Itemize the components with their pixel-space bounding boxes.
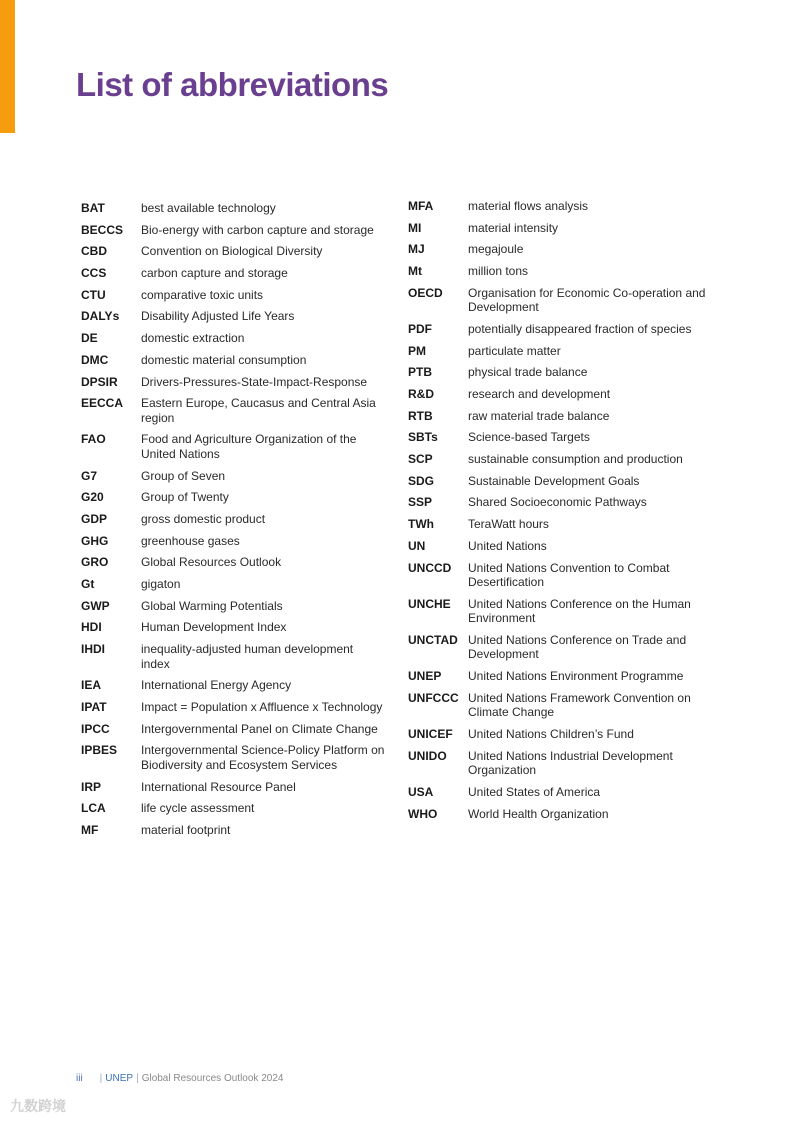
- abbreviation-entry: [81, 599, 401, 614]
- abbreviation-definition: International Resource Panel: [141, 779, 296, 794]
- abbreviation-definition: Intergovernmental Science-Policy Platform on Biodiversity and Ecosystem Services: [141, 743, 385, 772]
- abbreviation-term: BECCS: [81, 222, 124, 237]
- abbreviation-term: EECCA: [81, 396, 124, 411]
- abbreviation-definition: United Nations Children’s Fund: [468, 726, 634, 741]
- abbreviation-entry: [81, 700, 401, 715]
- abbreviation-entry: [81, 743, 401, 772]
- abbreviation-term: R&D: [408, 387, 434, 401]
- abbreviation-term: DE: [81, 331, 98, 346]
- abbreviation-definition: Convention on Biological Diversity: [141, 244, 323, 259]
- abbreviation-term: SDG: [408, 473, 435, 488]
- abbreviation-entry: [408, 387, 718, 402]
- abbreviation-entry: [408, 517, 718, 532]
- abbreviation-term: Gt: [81, 577, 95, 591]
- footer-publication: Global Resources Outlook 2024: [141, 1073, 284, 1084]
- abbreviation-definition: Global Resources Outlook: [141, 555, 282, 570]
- abbreviations-left-column: [81, 201, 401, 845]
- abbreviation-definition: carbon capture and storage: [141, 266, 288, 281]
- abbreviation-definition: physical trade balance: [468, 365, 588, 380]
- abbreviation-entry: [408, 597, 718, 626]
- abbreviation-definition: Global Warming Potentials: [141, 598, 283, 613]
- abbreviation-term: IPAT: [81, 699, 107, 714]
- abbreviation-definition: United States of America: [468, 784, 601, 799]
- abbreviation-entry: [408, 452, 718, 467]
- abbreviation-entry: [81, 309, 401, 324]
- abbreviation-entry: [408, 474, 718, 489]
- abbreviation-entry: [408, 409, 718, 424]
- page-title: List of abbreviations: [76, 66, 389, 103]
- abbreviation-definition: material intensity: [468, 220, 559, 235]
- abbreviation-entry: [408, 221, 718, 236]
- abbreviation-term: DPSIR: [81, 374, 118, 389]
- abbreviation-entry: [81, 678, 401, 693]
- abbreviation-term: DMC: [81, 352, 109, 367]
- abbreviation-term: G20: [81, 490, 104, 505]
- abbreviation-entry: [81, 375, 401, 390]
- abbreviation-definition: United Nations Conference on the Human Environment: [468, 596, 691, 626]
- abbreviation-definition: Group of Twenty: [141, 490, 229, 505]
- abbreviation-term: GRO: [81, 555, 109, 570]
- abbreviation-term: BAT: [81, 201, 105, 215]
- abbreviation-definition: Intergovernmental Panel on Climate Change: [141, 721, 378, 736]
- abbreviation-entry: [81, 620, 401, 635]
- abbreviation-entry: [408, 785, 718, 800]
- abbreviation-term: PTB: [408, 365, 432, 380]
- abbreviation-entry: [81, 555, 401, 570]
- abbreviation-definition: United Nations Industrial Development Organization: [468, 748, 673, 778]
- abbreviation-entry: [81, 223, 401, 238]
- abbreviation-definition: greenhouse gases: [141, 533, 240, 548]
- footer-separator: |: [136, 1073, 139, 1084]
- abbreviation-term: FAO: [81, 432, 106, 447]
- abbreviation-entry: [81, 780, 401, 795]
- abbreviation-definition: domestic material consumption: [141, 352, 307, 367]
- abbreviation-term: LCA: [81, 801, 106, 816]
- abbreviation-term: UNCTAD: [408, 632, 458, 647]
- abbreviation-definition: United Nations Framework Convention on Climate Change: [468, 690, 691, 720]
- abbreviation-entry: [81, 490, 401, 505]
- abbreviation-term: UN: [408, 538, 426, 553]
- abbreviation-term: SSP: [408, 495, 433, 510]
- abbreviation-entry: [408, 691, 718, 720]
- abbreviation-definition: million tons: [468, 264, 529, 279]
- abbreviation-definition: comparative toxic units: [141, 287, 264, 302]
- abbreviation-definition: United Nations Environment Programme: [468, 669, 684, 684]
- abbreviation-term: SBTs: [408, 430, 438, 445]
- abbreviation-term: Mt: [408, 264, 422, 279]
- abbreviation-definition: Food and Agriculture Organization of the United Nations: [141, 432, 357, 461]
- abbreviation-entry: [81, 469, 401, 484]
- abbreviation-entry: [408, 749, 718, 778]
- abbreviation-definition: United Nations: [468, 538, 547, 553]
- abbreviation-definition: Drivers-Pressures-State-Impact-Response: [141, 374, 368, 389]
- abbreviation-entry: [81, 512, 401, 527]
- abbreviation-term: IHDI: [81, 642, 105, 657]
- abbreviation-definition: particulate matter: [468, 343, 561, 358]
- abbreviation-term: UNEP: [408, 669, 442, 684]
- abbreviation-term: G7: [81, 468, 98, 483]
- abbreviation-term: RTB: [408, 408, 433, 423]
- abbreviation-definition: International Energy Agency: [141, 678, 292, 693]
- abbreviation-term: OECD: [408, 285, 443, 300]
- abbreviation-entry: [81, 288, 401, 303]
- abbreviation-entry: [408, 344, 718, 359]
- page-footer: [76, 1073, 283, 1084]
- abbreviation-term: GWP: [81, 598, 110, 613]
- abbreviation-term: PDF: [408, 321, 432, 336]
- abbreviation-entry: [408, 807, 718, 822]
- abbreviation-entry: [81, 722, 401, 737]
- abbreviation-definition: Group of Seven: [141, 468, 226, 483]
- abbreviation-entry: [81, 353, 401, 368]
- abbreviation-definition: megajoule: [468, 242, 524, 257]
- abbreviation-entry: [408, 727, 718, 742]
- abbreviation-entry: [81, 642, 401, 671]
- abbreviation-term: MFA: [408, 199, 434, 213]
- abbreviation-term: CBD: [81, 244, 107, 259]
- abbreviation-term: IPBES: [81, 743, 118, 758]
- abbreviation-term: MJ: [408, 242, 425, 257]
- abbreviation-term: IEA: [81, 678, 102, 693]
- abbreviation-term: UNIDO: [408, 748, 447, 763]
- page-number: iii: [76, 1073, 83, 1084]
- abbreviation-entry: [408, 539, 718, 554]
- abbreviation-definition: TeraWatt hours: [468, 517, 549, 532]
- abbreviation-entry: [408, 264, 718, 279]
- abbreviations-right-column: [408, 199, 718, 828]
- abbreviation-definition: raw material trade balance: [468, 408, 610, 423]
- abbreviation-term: GHG: [81, 533, 109, 548]
- abbreviation-definition: Organisation for Economic Co-operation and Development: [468, 285, 706, 315]
- watermark: 九数跨境: [10, 1098, 66, 1114]
- abbreviation-term: WHO: [408, 806, 438, 821]
- abbreviation-term: DALYs: [81, 309, 120, 324]
- abbreviation-definition: gigaton: [141, 577, 181, 591]
- abbreviation-entry: [408, 495, 718, 510]
- abbreviation-term: GDP: [81, 511, 108, 526]
- abbreviation-entry: [81, 534, 401, 549]
- abbreviation-term: PM: [408, 343, 426, 358]
- abbreviation-definition: material footprint: [141, 822, 231, 837]
- abbreviation-entry: [408, 633, 718, 662]
- abbreviation-entry: [408, 430, 718, 445]
- abbreviation-entry: [81, 577, 401, 592]
- abbreviation-term: UNCCD: [408, 560, 452, 575]
- abbreviation-definition: life cycle assessment: [141, 801, 255, 816]
- abbreviation-term: UNFCCC: [408, 690, 459, 705]
- accent-bar: [0, 0, 15, 133]
- abbreviation-definition: Eastern Europe, Caucasus and Central Asia region: [141, 396, 376, 425]
- abbreviation-entry: [408, 669, 718, 684]
- abbreviation-definition: Sustainable Development Goals: [468, 473, 640, 488]
- abbreviation-term: CCS: [81, 266, 107, 281]
- abbreviation-entry: [81, 244, 401, 259]
- abbreviation-term: MF: [81, 822, 99, 837]
- abbreviation-definition: domestic extraction: [141, 331, 245, 346]
- abbreviation-entry: [408, 286, 718, 315]
- abbreviation-entry: [408, 365, 718, 380]
- abbreviation-definition: best available technology: [141, 201, 276, 215]
- abbreviation-definition: World Health Organization: [468, 806, 609, 821]
- abbreviation-term: UNCHE: [408, 596, 451, 611]
- abbreviation-definition: inequality-adjusted human development index: [141, 642, 354, 671]
- abbreviation-definition: gross domestic product: [141, 511, 266, 526]
- abbreviation-definition: research and development: [468, 387, 611, 401]
- abbreviation-definition: sustainable consumption and production: [468, 452, 683, 467]
- abbreviation-definition: Science-based Targets: [468, 430, 590, 445]
- abbreviation-entry: [81, 201, 401, 216]
- abbreviation-definition: United Nations Conference on Trade and Development: [468, 632, 687, 662]
- abbreviation-definition: Disability Adjusted Life Years: [141, 309, 295, 324]
- abbreviation-entry: [81, 396, 401, 425]
- abbreviation-definition: potentially disappeared fraction of species: [468, 321, 692, 336]
- abbreviation-definition: Bio-energy with carbon capture and storage: [141, 222, 374, 237]
- abbreviation-definition: material flows analysis: [468, 199, 589, 213]
- abbreviation-definition: Human Development Index: [141, 620, 287, 635]
- abbreviation-entry: [408, 199, 718, 214]
- abbreviation-term: MI: [408, 220, 422, 235]
- abbreviation-entry: [81, 331, 401, 346]
- abbreviation-term: USA: [408, 784, 434, 799]
- footer-separator: |: [99, 1073, 103, 1084]
- abbreviation-entry: [408, 561, 718, 590]
- abbreviation-definition: Shared Socioeconomic Pathways: [468, 495, 647, 510]
- abbreviation-entry: [81, 432, 401, 461]
- abbreviation-term: CTU: [81, 287, 106, 302]
- abbreviation-term: IRP: [81, 779, 102, 794]
- abbreviation-term: IPCC: [81, 721, 110, 736]
- abbreviation-entry: [81, 823, 401, 838]
- abbreviation-term: UNICEF: [408, 726, 453, 741]
- abbreviation-entry: [408, 322, 718, 337]
- abbreviation-definition: Impact = Population x Affluence x Technology: [141, 699, 383, 714]
- footer-org-link[interactable]: UNEP: [105, 1073, 134, 1084]
- abbreviation-term: HDI: [81, 620, 102, 635]
- abbreviation-entry: [408, 242, 718, 257]
- abbreviation-definition: United Nations Convention to Combat Desertification: [468, 560, 670, 589]
- abbreviation-term: TWh: [408, 517, 434, 532]
- abbreviation-term: SCP: [408, 452, 433, 467]
- abbreviation-entry: [81, 266, 401, 281]
- abbreviation-entry: [81, 801, 401, 816]
